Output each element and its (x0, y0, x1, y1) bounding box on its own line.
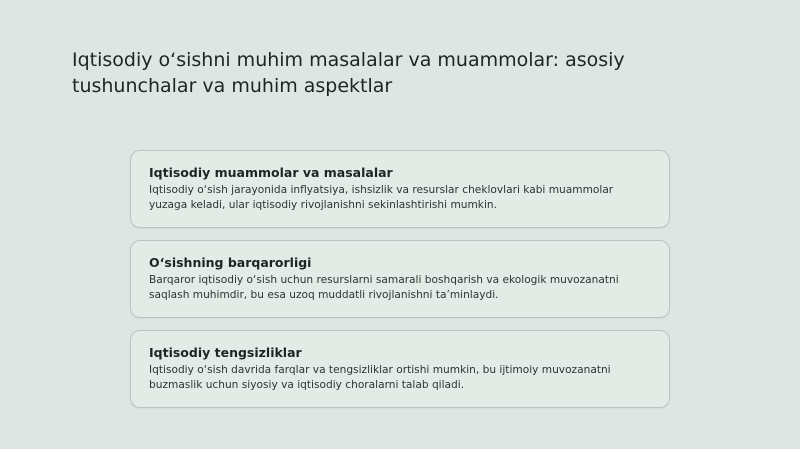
card-heading: Iqtisodiy tengsizliklar (149, 345, 302, 360)
slide-title: Iqtisodiy o‘sishni muhim masalalar va muammolar: asosiy tushunchalar va muhim aspektlar (72, 49, 625, 97)
card-economic-inequality (130, 330, 670, 408)
card-heading: O‘sishning barqarorligi (149, 255, 312, 270)
card-body: Iqtisodiy o‘sish davrida farqlar va tengsizliklar ortishi mumkin, bu ijtimoiy muvozanatni buzmaslik uchun siyosiy va iqtisodiy choralarni talab qiladi. (149, 364, 611, 391)
card-economic-problems (130, 150, 670, 228)
card-body: Iqtisodiy o‘sish jarayonida inflyatsiya, ishsizlik va resurslar cheklovlari kabi muammolar yuzaga keladi, ular iqtisodiy rivojlanishni sekinlashtirishi mumkin. (149, 184, 614, 211)
card-heading: Iqtisodiy muammolar va masalalar (149, 165, 393, 180)
card-body: Barqaror iqtisodiy o‘sish uchun resurslarni samarali boshqarish va ekologik muvozanatni saqlash muhimdir, bu esa uzoq muddatli rivojlanishni ta’minlaydi. (149, 274, 619, 301)
card-list (130, 150, 670, 420)
card-growth-sustainability (130, 240, 670, 318)
